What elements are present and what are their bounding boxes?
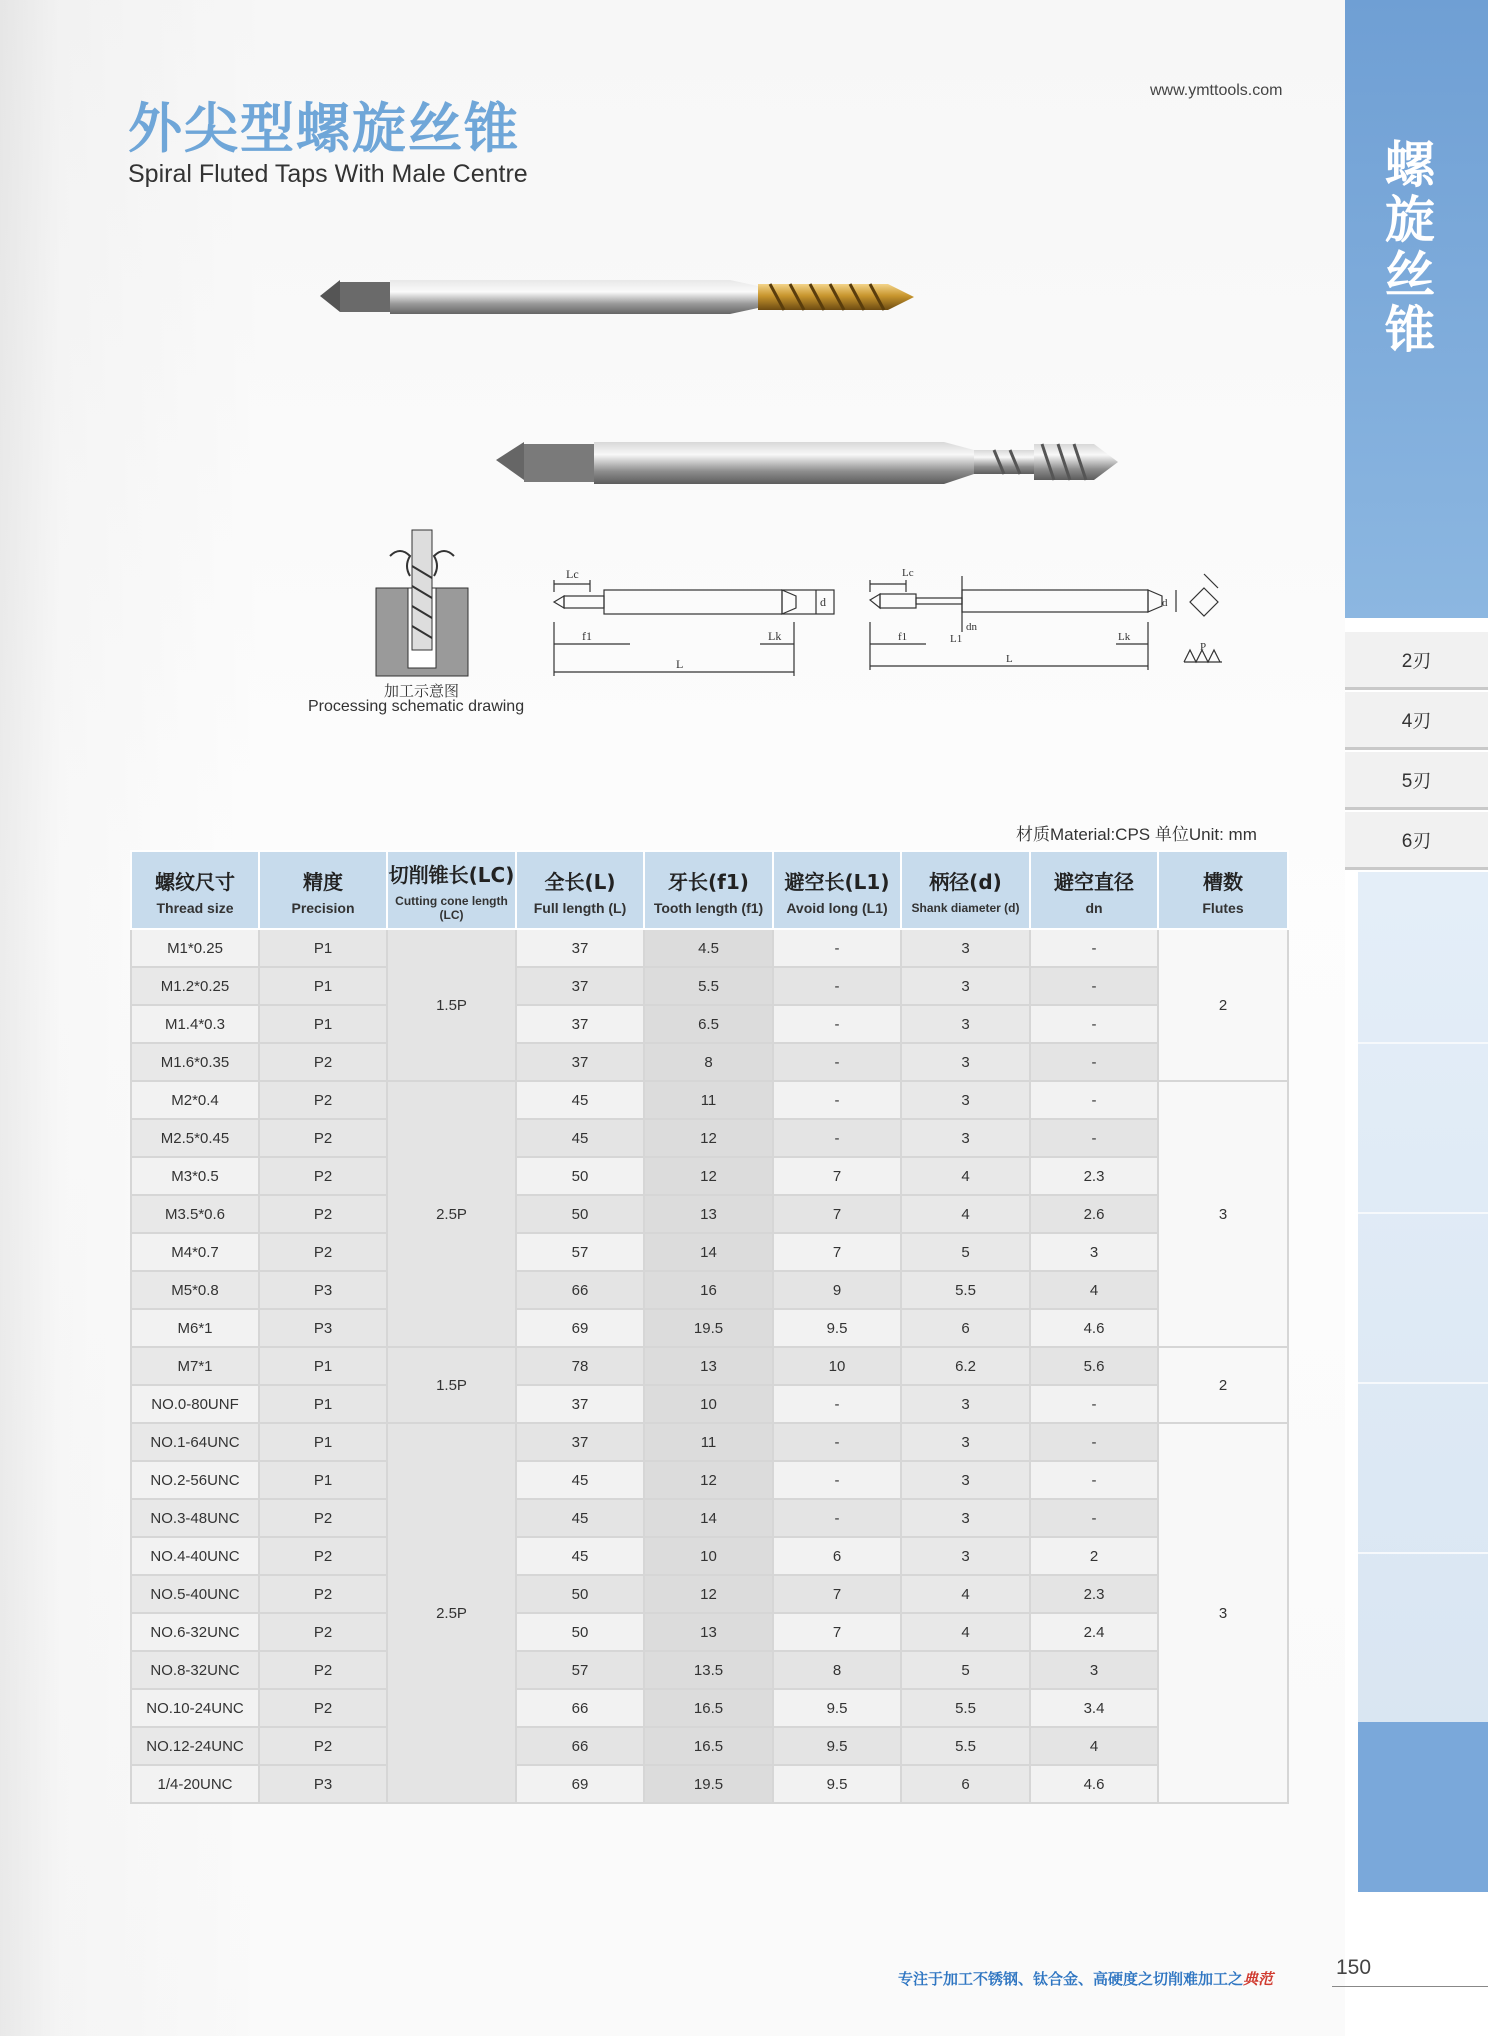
cell-precision: P2 — [259, 1613, 387, 1651]
cell-shank-diameter: 4 — [901, 1613, 1030, 1651]
cell-shank-diameter: 5 — [901, 1233, 1030, 1271]
cell-dn: 2 — [1030, 1537, 1158, 1575]
cell-precision: P1 — [259, 967, 387, 1005]
cell-full-length: 37 — [516, 1423, 644, 1461]
cell-precision: P2 — [259, 1689, 387, 1727]
cell-full-length: 57 — [516, 1233, 644, 1271]
cell-avoid-long: 6 — [773, 1537, 901, 1575]
col-header-full-length: 全长(L) Full length (L) — [516, 851, 644, 929]
cell-full-length: 57 — [516, 1651, 644, 1689]
cell-thread-size: M2.5*0.45 — [131, 1119, 259, 1157]
table-row — [131, 1727, 1288, 1765]
cell-thread-size: M1.2*0.25 — [131, 967, 259, 1005]
cell-tooth-length: 13 — [644, 1347, 773, 1385]
cell-shank-diameter: 3 — [901, 1005, 1030, 1043]
cell-shank-diameter: 6.2 — [901, 1347, 1030, 1385]
cell-dn: 4.6 — [1030, 1309, 1158, 1347]
label-lc: Lc — [566, 567, 579, 581]
col-header-flutes: 槽数 Flutes — [1158, 851, 1288, 929]
schematic-caption-cn: 加工示意图 — [384, 683, 460, 700]
label-dn: dn — [966, 621, 977, 633]
col-header-cutting-cone: 切削锥长(LC) Cutting cone length (LC) — [387, 851, 516, 929]
cell-full-length: 45 — [516, 1537, 644, 1575]
cell-full-length: 50 — [516, 1195, 644, 1233]
cell-dn: - — [1030, 1385, 1158, 1423]
cell-shank-diameter: 3 — [901, 1461, 1030, 1499]
cell-tooth-length: 8 — [644, 1043, 773, 1081]
table-row — [131, 1423, 1288, 1461]
table-row — [131, 1689, 1288, 1727]
cell-shank-diameter: 3 — [901, 1537, 1030, 1575]
cell-cutting-cone: 2.5P — [387, 1081, 516, 1347]
col-header-avoid-long: 避空长(L1) Avoid long (L1) — [773, 851, 901, 929]
cell-tooth-length: 16 — [644, 1271, 773, 1309]
cell-shank-diameter: 3 — [901, 1385, 1030, 1423]
cell-precision: P3 — [259, 1765, 387, 1803]
table-row — [131, 929, 1288, 967]
cell-avoid-long: 7 — [773, 1195, 901, 1233]
cell-thread-size: 1/4-20UNC — [131, 1765, 259, 1803]
cell-shank-diameter: 4 — [901, 1575, 1030, 1613]
cell-thread-size: NO.10-24UNC — [131, 1689, 259, 1727]
sidebar-accent-block — [1358, 1722, 1488, 1892]
cell-shank-diameter: 3 — [901, 1499, 1030, 1537]
col-header-precision: 精度 Precision — [259, 851, 387, 929]
cell-precision: P2 — [259, 1233, 387, 1271]
cell-dn: - — [1030, 1499, 1158, 1537]
cell-thread-size: M1*0.25 — [131, 929, 259, 967]
cell-tooth-length: 14 — [644, 1499, 773, 1537]
cell-flutes: 3 — [1158, 1081, 1288, 1347]
cell-shank-diameter: 6 — [901, 1309, 1030, 1347]
cell-avoid-long: 7 — [773, 1613, 901, 1651]
cell-precision: P2 — [259, 1537, 387, 1575]
table-header-row — [131, 851, 1288, 929]
material-unit-note: 材质Material:CPS 单位Unit: mm — [1016, 825, 1257, 844]
cell-dn: 3 — [1030, 1651, 1158, 1689]
page-title: 外尖型螺旋丝锥 — [128, 97, 520, 160]
spec-table — [130, 850, 1289, 1804]
cell-thread-size: NO.5-40UNC — [131, 1575, 259, 1613]
cell-dn: - — [1030, 1081, 1158, 1119]
table-row — [131, 1081, 1288, 1119]
cell-shank-diameter: 3 — [901, 1119, 1030, 1157]
dimension-drawing-type2 — [866, 562, 1246, 680]
cell-precision: P1 — [259, 1347, 387, 1385]
cell-precision: P2 — [259, 1727, 387, 1765]
cell-dn: 4.6 — [1030, 1765, 1158, 1803]
label-p: P — [1200, 641, 1207, 653]
cell-tooth-length: 12 — [644, 1119, 773, 1157]
cell-dn: 5.6 — [1030, 1347, 1158, 1385]
cell-dn: 2.3 — [1030, 1575, 1158, 1613]
label-d: d — [820, 595, 826, 609]
page-number-rule — [1332, 1986, 1488, 1987]
cell-precision: P2 — [259, 1119, 387, 1157]
processing-schematic-icon — [370, 526, 474, 678]
cell-full-length: 66 — [516, 1689, 644, 1727]
cell-dn: - — [1030, 1043, 1158, 1081]
cell-shank-diameter: 3 — [901, 1081, 1030, 1119]
cell-full-length: 50 — [516, 1157, 644, 1195]
table-row — [131, 1043, 1288, 1081]
cell-thread-size: NO.3-48UNC — [131, 1499, 259, 1537]
website-link[interactable]: www.ymttools.com — [1150, 82, 1283, 99]
cell-avoid-long: 7 — [773, 1575, 901, 1613]
table-row — [131, 1271, 1288, 1309]
cell-cutting-cone: 2.5P — [387, 1423, 516, 1803]
cell-precision: P3 — [259, 1271, 387, 1309]
table-row — [131, 1157, 1288, 1195]
cell-thread-size: M1.4*0.3 — [131, 1005, 259, 1043]
cell-shank-diameter: 5.5 — [901, 1271, 1030, 1309]
cell-tooth-length: 5.5 — [644, 967, 773, 1005]
tap-photo-silver — [494, 434, 1122, 496]
cell-cutting-cone: 1.5P — [387, 929, 516, 1081]
cell-precision: P1 — [259, 929, 387, 967]
cell-thread-size: M2*0.4 — [131, 1081, 259, 1119]
cell-precision: P2 — [259, 1157, 387, 1195]
cell-dn: 4 — [1030, 1271, 1158, 1309]
cell-shank-diameter: 3 — [901, 1423, 1030, 1461]
spec-table-body — [131, 929, 1288, 1803]
cell-avoid-long: - — [773, 1043, 901, 1081]
cell-dn: - — [1030, 967, 1158, 1005]
col-header-tooth-length: 牙长(f1) Tooth length (f1) — [644, 851, 773, 929]
cell-shank-diameter: 4 — [901, 1195, 1030, 1233]
cell-tooth-length: 14 — [644, 1233, 773, 1271]
cell-shank-diameter: 3 — [901, 1043, 1030, 1081]
cell-full-length: 66 — [516, 1727, 644, 1765]
cell-avoid-long: 8 — [773, 1651, 901, 1689]
cell-precision: P1 — [259, 1461, 387, 1499]
cell-full-length: 37 — [516, 929, 644, 967]
cell-full-length: 45 — [516, 1119, 644, 1157]
table-row — [131, 1309, 1288, 1347]
cell-tooth-length: 13 — [644, 1195, 773, 1233]
cell-tooth-length: 12 — [644, 1575, 773, 1613]
col-header-shank-diameter: 柄径(d) Shank diameter (d) — [901, 851, 1030, 929]
table-row — [131, 1195, 1288, 1233]
cell-full-length: 37 — [516, 967, 644, 1005]
cell-avoid-long: - — [773, 1385, 901, 1423]
col-header-dn: 避空直径 dn — [1030, 851, 1158, 929]
tap-photo-gold — [318, 268, 918, 330]
cell-avoid-long: 9.5 — [773, 1309, 901, 1347]
label-l1: L1 — [950, 633, 963, 645]
cell-cutting-cone: 1.5P — [387, 1347, 516, 1423]
cell-thread-size: M7*1 — [131, 1347, 259, 1385]
cell-precision: P1 — [259, 1005, 387, 1043]
table-row — [131, 1233, 1288, 1271]
cell-avoid-long: 7 — [773, 1157, 901, 1195]
cell-tooth-length: 10 — [644, 1385, 773, 1423]
page-number: 150 — [1336, 1956, 1372, 1979]
cell-avoid-long: - — [773, 1081, 901, 1119]
cell-tooth-length: 6.5 — [644, 1005, 773, 1043]
cell-thread-size: NO.12-24UNC — [131, 1727, 259, 1765]
cell-full-length: 50 — [516, 1575, 644, 1613]
cell-tooth-length: 19.5 — [644, 1765, 773, 1803]
table-row — [131, 1613, 1288, 1651]
cell-precision: P2 — [259, 1651, 387, 1689]
label-lk: Lk — [768, 629, 782, 643]
cell-thread-size: NO.8-32UNC — [131, 1651, 259, 1689]
cell-flutes: 3 — [1158, 1423, 1288, 1803]
footer-slogan: 专注于加工不锈钢、钛合金、高硬度之切削难加工之典范 — [898, 1970, 1274, 1988]
cell-full-length: 45 — [516, 1499, 644, 1537]
cell-avoid-long: 7 — [773, 1233, 901, 1271]
cell-flutes: 2 — [1158, 929, 1288, 1081]
col-header-thread-size: 螺纹尺寸 Thread size — [131, 851, 259, 929]
schematic-caption-en: Processing schematic drawing — [308, 698, 525, 715]
label-l-2: L — [1006, 653, 1013, 665]
cell-precision: P3 — [259, 1309, 387, 1347]
cell-full-length: 37 — [516, 1043, 644, 1081]
cell-precision: P2 — [259, 1499, 387, 1537]
cell-thread-size: NO.0-80UNF — [131, 1385, 259, 1423]
table-row — [131, 967, 1288, 1005]
cell-avoid-long: - — [773, 1119, 901, 1157]
cell-thread-size: M6*1 — [131, 1309, 259, 1347]
label-lk-2: Lk — [1118, 631, 1131, 643]
table-row — [131, 1385, 1288, 1423]
cell-tooth-length: 16.5 — [644, 1727, 773, 1765]
cell-dn: 2.3 — [1030, 1157, 1158, 1195]
cell-precision: P2 — [259, 1195, 387, 1233]
cell-thread-size: M4*0.7 — [131, 1233, 259, 1271]
cell-tooth-length: 13 — [644, 1613, 773, 1651]
cell-dn: 2.4 — [1030, 1613, 1158, 1651]
cell-dn: 4 — [1030, 1727, 1158, 1765]
cell-thread-size: M3.5*0.6 — [131, 1195, 259, 1233]
cell-thread-size: NO.6-32UNC — [131, 1613, 259, 1651]
cell-avoid-long: - — [773, 1005, 901, 1043]
cell-avoid-long: 9 — [773, 1271, 901, 1309]
cell-shank-diameter: 6 — [901, 1765, 1030, 1803]
cell-precision: P1 — [259, 1423, 387, 1461]
cell-dn: - — [1030, 1119, 1158, 1157]
cell-tooth-length: 13.5 — [644, 1651, 773, 1689]
cell-avoid-long: - — [773, 1423, 901, 1461]
cell-full-length: 69 — [516, 1765, 644, 1803]
cell-shank-diameter: 5.5 — [901, 1727, 1030, 1765]
cell-tooth-length: 11 — [644, 1423, 773, 1461]
cell-shank-diameter: 4 — [901, 1157, 1030, 1195]
cell-flutes: 2 — [1158, 1347, 1288, 1423]
cell-avoid-long: 9.5 — [773, 1689, 901, 1727]
label-f1: f1 — [582, 629, 592, 643]
cell-full-length: 37 — [516, 1385, 644, 1423]
table-row — [131, 1347, 1288, 1385]
cell-full-length: 45 — [516, 1461, 644, 1499]
cell-precision: P2 — [259, 1043, 387, 1081]
cell-precision: P1 — [259, 1385, 387, 1423]
label-lc-2: Lc — [902, 567, 914, 579]
tab-2-flute[interactable]: 2刃 — [1345, 632, 1488, 690]
cell-avoid-long: - — [773, 1461, 901, 1499]
cell-shank-diameter: 3 — [901, 967, 1030, 1005]
tab-5-flute[interactable]: 5刃 — [1345, 752, 1488, 810]
table-row — [131, 1575, 1288, 1613]
cell-tooth-length: 16.5 — [644, 1689, 773, 1727]
cell-thread-size: NO.4-40UNC — [131, 1537, 259, 1575]
label-l: L — [676, 657, 684, 671]
label-d-2: d — [1162, 597, 1168, 609]
cell-dn: - — [1030, 929, 1158, 967]
cell-tooth-length: 10 — [644, 1537, 773, 1575]
cell-full-length: 50 — [516, 1613, 644, 1651]
cell-full-length: 69 — [516, 1309, 644, 1347]
cell-precision: P2 — [259, 1081, 387, 1119]
cell-thread-size: M1.6*0.35 — [131, 1043, 259, 1081]
table-row — [131, 1499, 1288, 1537]
cell-full-length: 66 — [516, 1271, 644, 1309]
page-subtitle: Spiral Fluted Taps With Male Centre — [128, 160, 528, 188]
cell-avoid-long: 9.5 — [773, 1765, 901, 1803]
cell-thread-size: NO.2-56UNC — [131, 1461, 259, 1499]
cell-dn: 2.6 — [1030, 1195, 1158, 1233]
cell-avoid-long: - — [773, 929, 901, 967]
sidebar-tabs — [1345, 632, 1488, 872]
cell-tooth-length: 12 — [644, 1461, 773, 1499]
cell-tooth-length: 11 — [644, 1081, 773, 1119]
cell-shank-diameter: 3 — [901, 929, 1030, 967]
cell-thread-size: M5*0.8 — [131, 1271, 259, 1309]
cell-dn: 3 — [1030, 1233, 1158, 1271]
label-f1-2: f1 — [898, 631, 908, 643]
cell-avoid-long: 10 — [773, 1347, 901, 1385]
cell-thread-size: NO.1-64UNC — [131, 1423, 259, 1461]
cell-tooth-length: 19.5 — [644, 1309, 773, 1347]
cell-tooth-length: 4.5 — [644, 929, 773, 967]
cell-full-length: 78 — [516, 1347, 644, 1385]
tab-6-flute[interactable]: 6刃 — [1345, 812, 1488, 870]
table-row — [131, 1005, 1288, 1043]
cell-tooth-length: 12 — [644, 1157, 773, 1195]
table-row — [131, 1765, 1288, 1803]
cell-avoid-long: - — [773, 967, 901, 1005]
cell-full-length: 45 — [516, 1081, 644, 1119]
cell-precision: P2 — [259, 1575, 387, 1613]
table-row — [131, 1461, 1288, 1499]
cell-dn: 3.4 — [1030, 1689, 1158, 1727]
cell-avoid-long: 9.5 — [773, 1727, 901, 1765]
dimension-drawing-type1 — [550, 562, 840, 680]
cell-thread-size: M3*0.5 — [131, 1157, 259, 1195]
cell-shank-diameter: 5 — [901, 1651, 1030, 1689]
table-row — [131, 1119, 1288, 1157]
cell-dn: - — [1030, 1005, 1158, 1043]
cell-dn: - — [1030, 1423, 1158, 1461]
cell-dn: - — [1030, 1461, 1158, 1499]
tab-4-flute[interactable]: 4刃 — [1345, 692, 1488, 750]
table-row — [131, 1651, 1288, 1689]
sidebar-title: 螺旋丝锥 — [1385, 136, 1435, 359]
cell-avoid-long: - — [773, 1499, 901, 1537]
cell-full-length: 37 — [516, 1005, 644, 1043]
table-row — [131, 1537, 1288, 1575]
cell-shank-diameter: 5.5 — [901, 1689, 1030, 1727]
